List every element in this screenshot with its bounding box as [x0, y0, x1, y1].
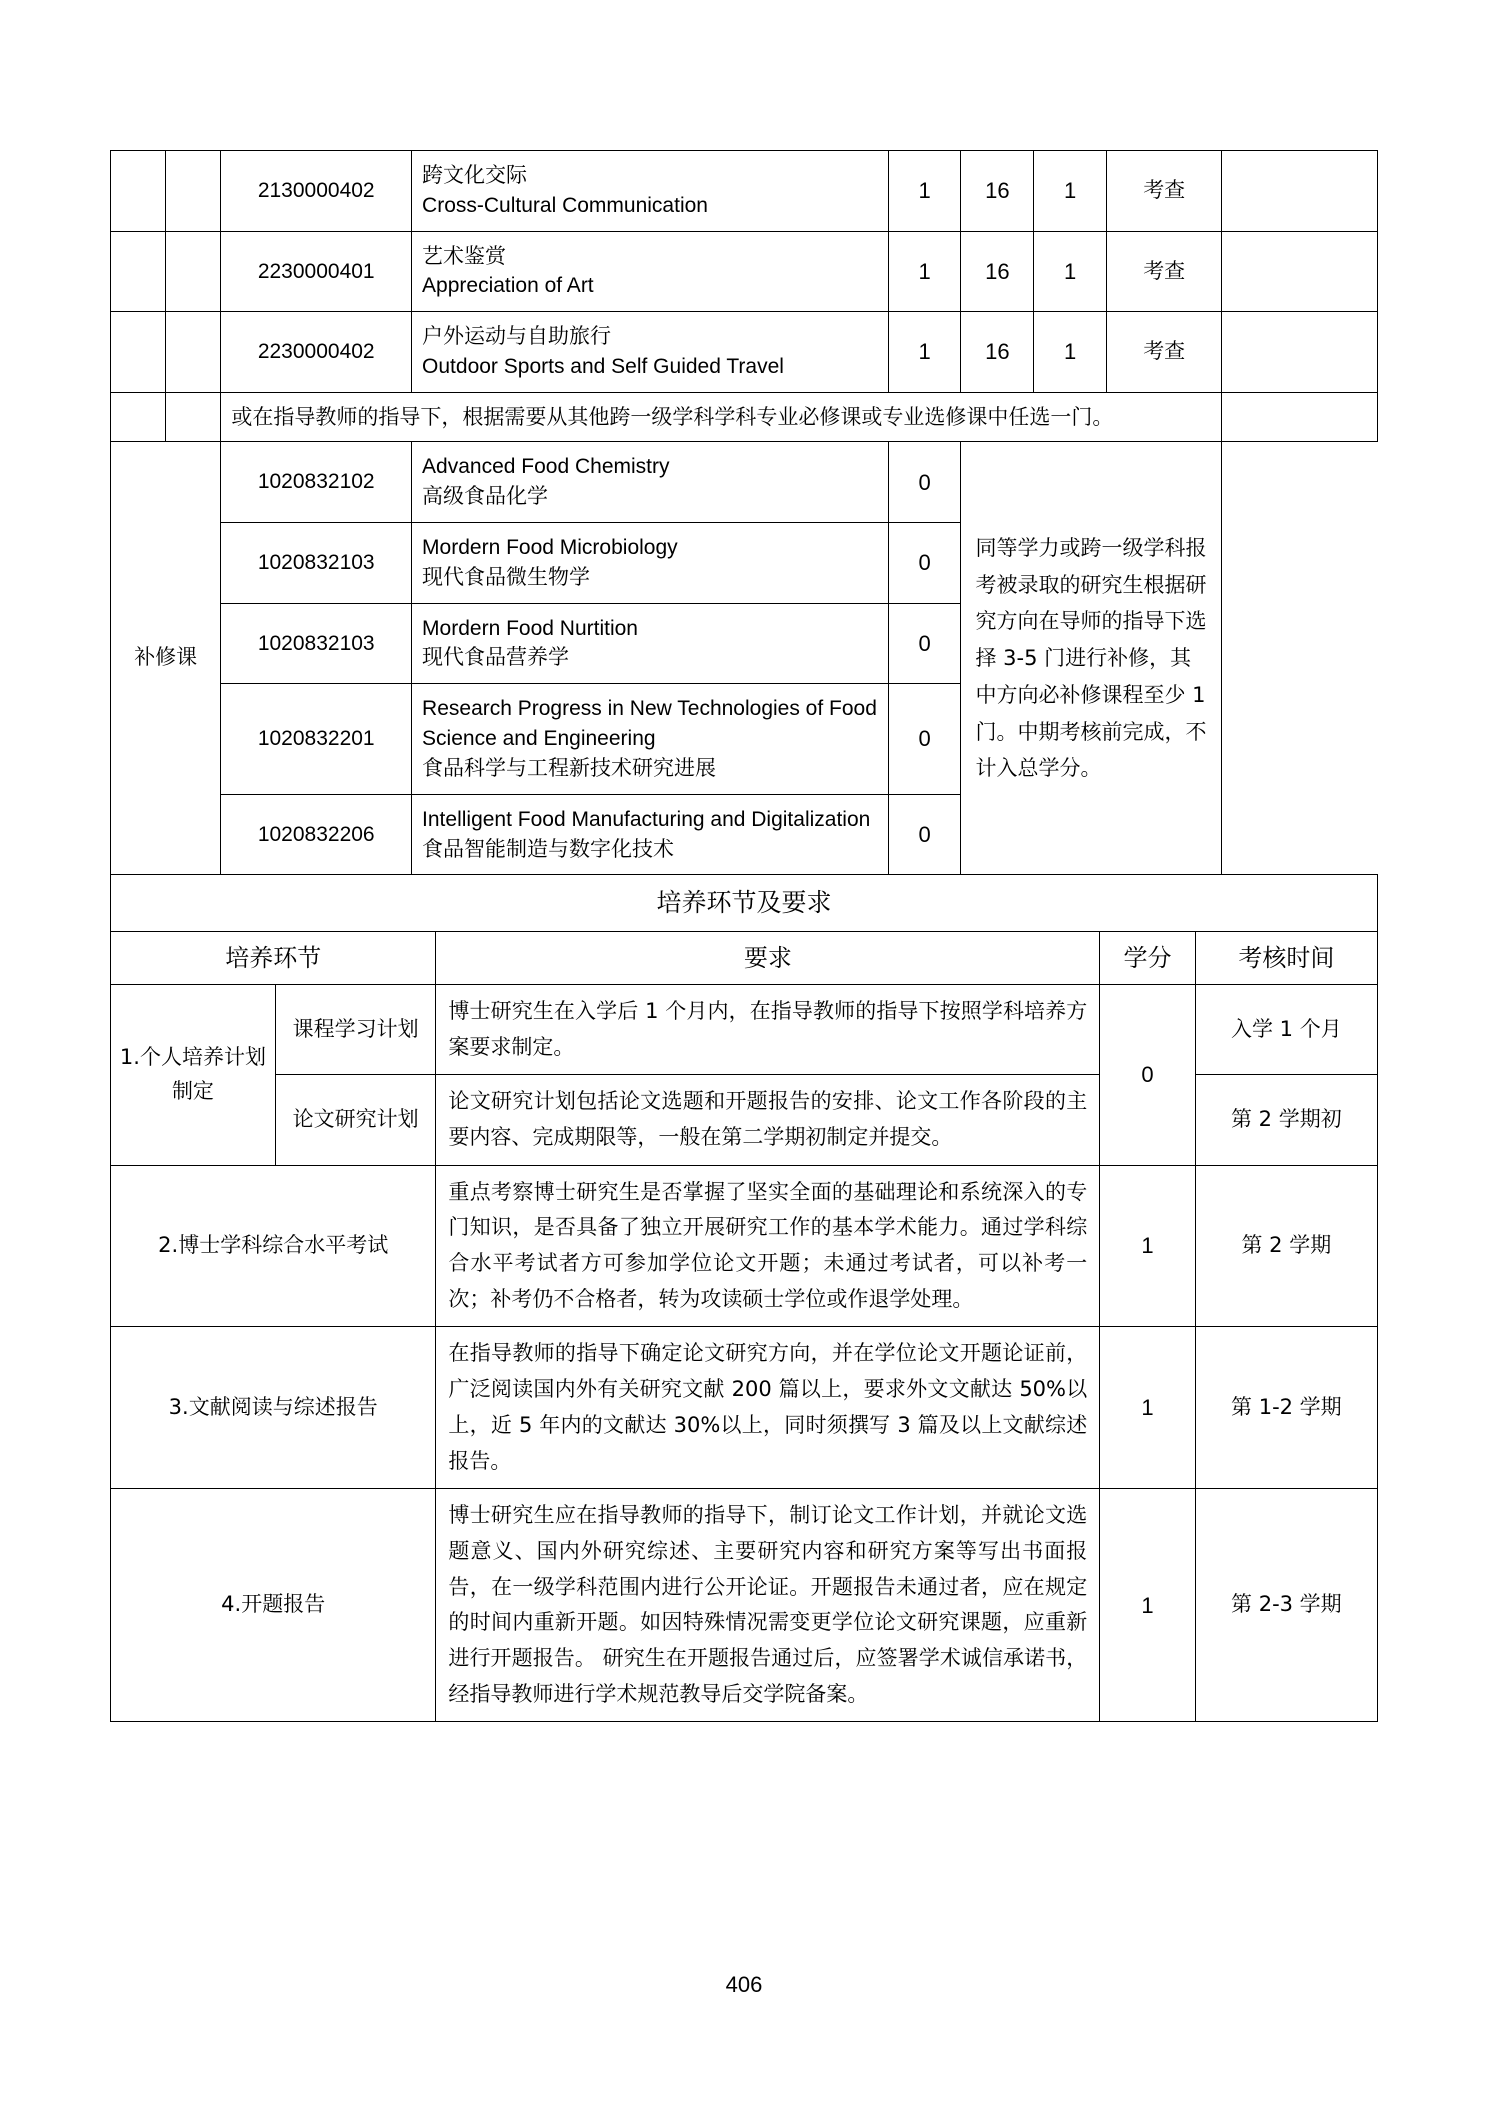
course-term: 1 [1034, 231, 1107, 312]
course-code: 1020832103 [221, 603, 412, 684]
table-row [111, 984, 1378, 1074]
col-category-1 [111, 392, 166, 442]
training-credit: 1 [1100, 1489, 1195, 1722]
course-name-en: Appreciation of Art [422, 274, 594, 298]
course-credit: 0 [888, 442, 961, 523]
course-code: 2230000402 [221, 312, 412, 393]
training-credit: 1 [1100, 1165, 1195, 1327]
course-name-en: Intelligent Food Manufacturing and Digitalization [422, 807, 871, 831]
training-credit: 1 [1100, 1327, 1195, 1489]
col-category-2 [166, 392, 221, 442]
training-table [110, 874, 1378, 1722]
course-name-en: Mordern Food Nurtition [422, 616, 638, 640]
table-row [111, 231, 1378, 312]
table-row [111, 1489, 1378, 1722]
course-term: 1 [1034, 151, 1107, 232]
training-requirement: 重点考察博士研究生是否掌握了坚实全面的基础理论和系统深入的专门知识，是否具备了独立开展研究工作的基本学术能力。通过学科综合水平考试者方可参加学位论文开题；未通过考试者，可以补考一次；补考仍不合格者，转为攻读硕士学位或作退学处理。 [436, 1165, 1100, 1327]
course-name-cn: 跨文化交际 [422, 163, 528, 187]
course-code: 2230000401 [221, 231, 412, 312]
course-name-cn: 户外运动与自助旅行 [422, 324, 612, 349]
course-name [412, 603, 889, 684]
course-name-cn: 高级食品化学 [422, 484, 549, 509]
course-name-cn: 艺术鉴赏 [422, 243, 507, 268]
col-category-1 [111, 312, 166, 393]
course-name-en: Research Progress in New Technologies of Food Science and Engineering [422, 697, 877, 751]
col-category-1 [111, 231, 166, 312]
training-requirement: 在指导教师的指导下确定论文研究方向，并在学位论文开题论证前，广泛阅读国内外有关研究文献 200 篇以上，要求外文文献达 50%以上，近 5 年内的文献达 30%以上，同时须撰写 3 篇及以上文献综述报告。 [436, 1327, 1100, 1489]
course-term: 1 [1034, 312, 1107, 393]
course-name-cn: 食品科学与工程新技术研究进展 [422, 755, 717, 780]
course-code: 1020832102 [221, 442, 412, 523]
course-credit: 1 [888, 312, 961, 393]
col-category-2 [166, 151, 221, 232]
training-requirement: 博士研究生应在指导教师的指导下，制订论文工作计划，并就论文选题意义、国内外研究综述、主要研究内容和研究方案等写出书面报告，在一级学科范围内进行公开论证。开题报告未通过者，应在规定的时间内重新开题。如因特殊情况需变更学位论文研究课题，应重新进行开题报告。 研究生在开题报告通过后，应签署学术诚信承诺书，经指导教师进行学术规范教导后交学院备案。 [436, 1489, 1100, 1722]
course-remark [1222, 231, 1378, 312]
training-time: 第 2-3 学期 [1195, 1489, 1377, 1722]
course-credit: 1 [888, 231, 961, 312]
course-name [412, 151, 889, 232]
supplementary-note: 同等学力或跨一级学科报考被录取的研究生根据研究方向在导师的指导下选择 3-5 门进行补修，其中方向必补修课程至少 1 门。中期考核前完成，不计入总学分。 [961, 442, 1222, 875]
training-sub-stage: 课程学习计划 [275, 984, 436, 1074]
table-row [111, 151, 1378, 232]
col-category-1 [111, 151, 166, 232]
course-assessment: 考查 [1106, 231, 1221, 312]
page-number: 406 [725, 1972, 763, 1997]
course-name [412, 312, 889, 393]
course-name [412, 523, 889, 604]
table-row [111, 1327, 1378, 1489]
course-code: 1020832206 [221, 794, 412, 875]
course-credit: 0 [888, 684, 961, 794]
training-requirement: 博士研究生在入学后 1 个月内，在指导教师的指导下按照学科培养方案要求制定。 [436, 984, 1100, 1074]
col-category-2 [166, 231, 221, 312]
elective-note: 或在指导教师的指导下，根据需要从其他跨一级学科学科专业必修课或专业选修课中任选一门。 [221, 392, 1222, 442]
training-section-title: 培养环节及要求 [111, 875, 1378, 932]
table-row [111, 1165, 1378, 1327]
course-hours: 16 [961, 312, 1034, 393]
training-stage: 2.博士学科综合水平考试 [111, 1165, 436, 1327]
course-code: 2130000402 [221, 151, 412, 232]
training-time: 第 2 学期初 [1195, 1075, 1377, 1165]
course-name-cn: 现代食品微生物学 [422, 564, 591, 589]
training-stage: 1.个人培养计划制定 [111, 984, 276, 1165]
training-section-title-row [111, 875, 1378, 932]
course-name [412, 684, 889, 794]
header-stage: 培养环节 [111, 931, 436, 984]
course-name-en: Advanced Food Chemistry [422, 455, 670, 479]
courses-table [110, 150, 1378, 875]
table-row-note [111, 392, 1378, 442]
course-hours: 16 [961, 151, 1034, 232]
training-time: 第 1-2 学期 [1195, 1327, 1377, 1489]
course-name [412, 442, 889, 523]
header-credit: 学分 [1100, 931, 1195, 984]
course-credit: 0 [888, 794, 961, 875]
training-requirement: 论文研究计划包括论文选题和开题报告的安排、论文工作各阶段的主要内容、完成期限等，一般在第二学期初制定并提交。 [436, 1075, 1100, 1165]
course-name [412, 231, 889, 312]
training-credit: 0 [1100, 984, 1195, 1165]
table-row [111, 312, 1378, 393]
course-code: 1020832201 [221, 684, 412, 794]
training-stage: 4.开题报告 [111, 1489, 436, 1722]
course-name-en: Cross-Cultural Communication [422, 193, 708, 217]
course-assessment: 考查 [1106, 312, 1221, 393]
course-remark [1222, 312, 1378, 393]
course-name-cn: 食品智能制造与数字化技术 [422, 836, 675, 861]
course-credit: 0 [888, 603, 961, 684]
course-hours: 16 [961, 231, 1034, 312]
training-sub-stage: 论文研究计划 [275, 1075, 436, 1165]
table-row [111, 442, 1378, 523]
course-assessment: 考查 [1106, 151, 1221, 232]
course-remark [1222, 151, 1378, 232]
header-requirement: 要求 [436, 931, 1100, 984]
training-time: 第 2 学期 [1195, 1165, 1377, 1327]
course-remark [1222, 392, 1378, 442]
training-stage: 3.文献阅读与综述报告 [111, 1327, 436, 1489]
header-time: 考核时间 [1195, 931, 1377, 984]
training-time: 入学 1 个月 [1195, 984, 1377, 1074]
course-name-cn: 现代食品营养学 [422, 645, 570, 670]
course-code: 1020832103 [221, 523, 412, 604]
course-name-en: Mordern Food Microbiology [422, 536, 678, 560]
course-name [412, 794, 889, 875]
col-category-2 [166, 312, 221, 393]
supplementary-label: 补修课 [111, 442, 221, 875]
training-header-row [111, 931, 1378, 984]
course-credit: 0 [888, 523, 961, 604]
course-credit: 1 [888, 151, 961, 232]
course-name-en: Outdoor Sports and Self Guided Travel [422, 355, 784, 379]
